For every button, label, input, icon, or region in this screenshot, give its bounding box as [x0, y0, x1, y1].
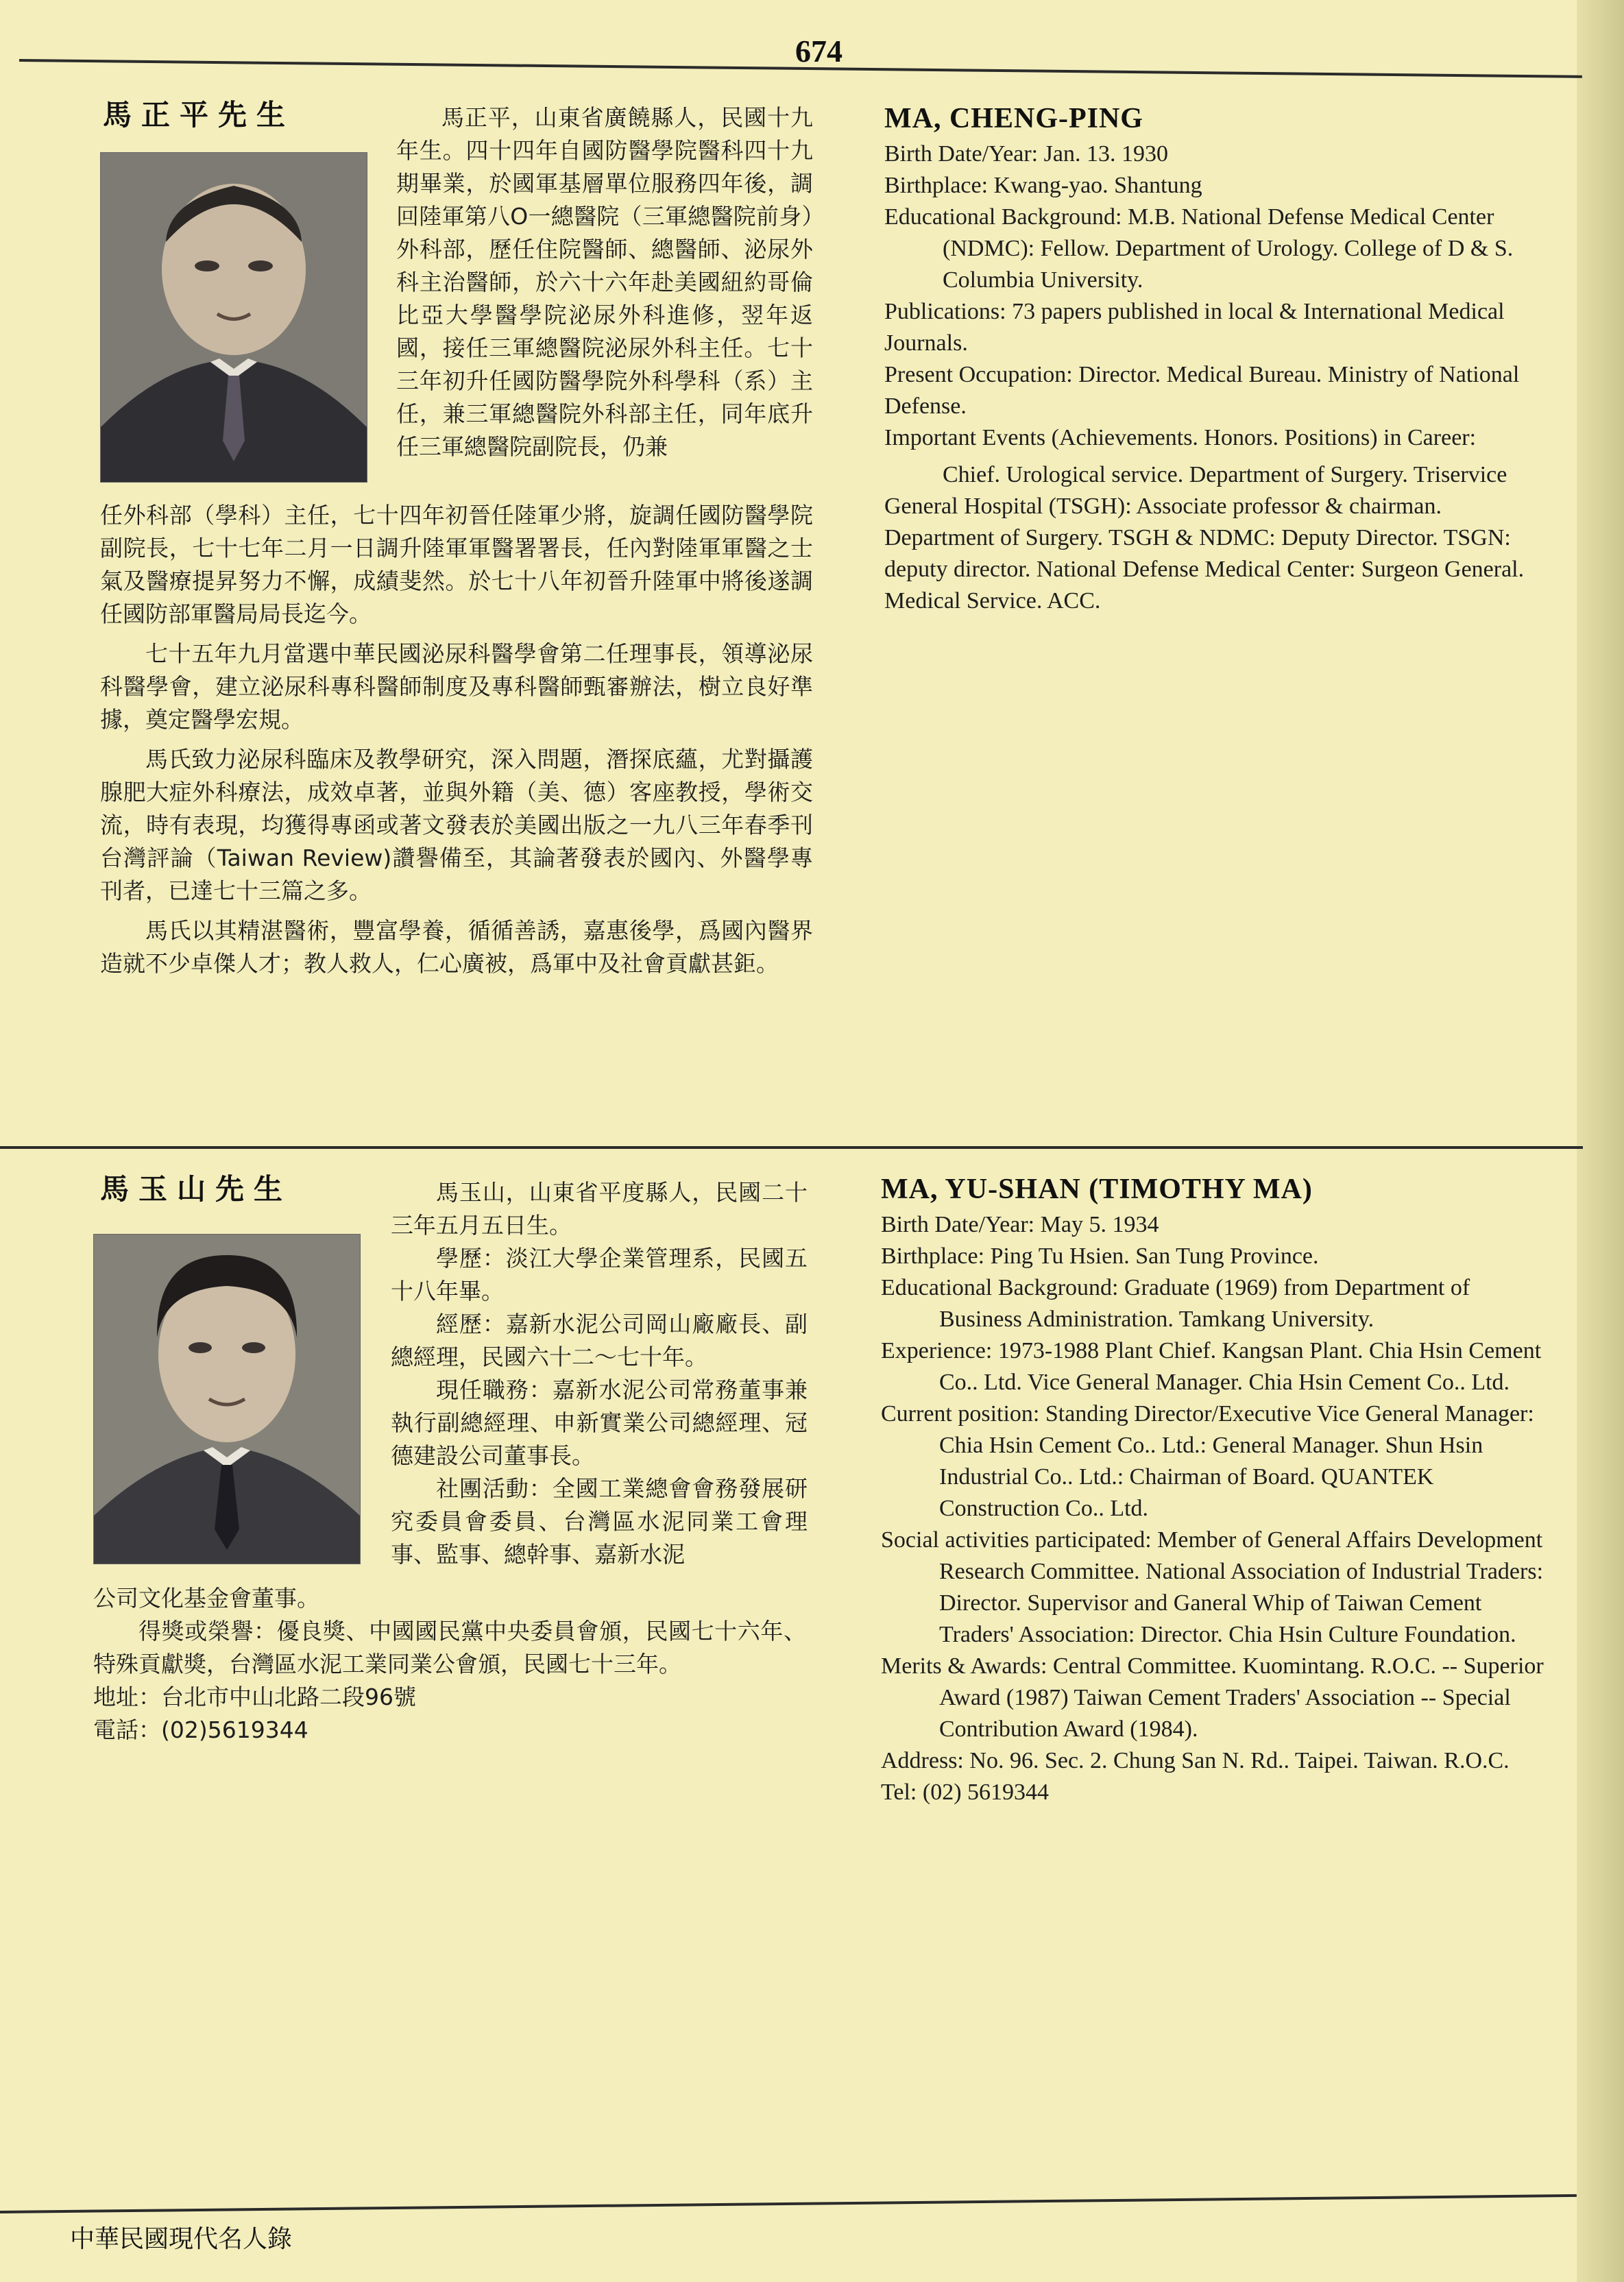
portrait-young-man-suit-icon	[94, 1235, 360, 1564]
entry-2-field-experience: Experience: 1973-1988 Plant Chief. Kangsan Plant. Chia Hsin Cement Co.. Ltd. Vice General Manager. Chia Hsin Cement Co.. Ltd.	[881, 1338, 1542, 1395]
entry-2-field-current-position: Current position: Standing Director/Executive Vice General Manager: Chia Hsin Cement Co.. Ltd.: General Manager. Shun Hsin Industrial Co.. Ltd.: Chairman of Board. QUANTEK Construction Co.. Ltd.	[881, 1401, 1534, 1521]
bottom-rule	[0, 2194, 1577, 2213]
entry-2-english-name: MA, YU-SHAN (TIMOTHY MA)	[881, 1174, 1313, 1205]
entry-1-english-bio	[884, 103, 1553, 617]
page-edge-shadow	[1577, 0, 1624, 2282]
entry-2-chinese-address: 地址：台北市中山北路二段96號	[93, 1684, 416, 1710]
entry-1-chinese-bio	[100, 499, 813, 980]
entry-2-field-social-activities: Social activities participated: Member of General Affairs Development Research Committee. National Association of Industrial Traders: Director. Supervisor and Ganeral Whip of Taiwan Cement Traders' Association: Director. Chia Hsin Culture Foundation.	[881, 1527, 1544, 1647]
entry-1-english-name: MA, CHENG-PING	[884, 103, 1143, 134]
entry-2-english-bio	[881, 1174, 1549, 1808]
entry-2-chinese-current-position: 現任職務：嘉新水泥公司常務董事兼執行副總經理、申新實業公司總經理、冠德建設公司董事長。	[391, 1376, 808, 1469]
entry-2-chinese-tel: 電話：(02)5619344	[93, 1716, 308, 1743]
entry-1-field-birth-date: Birth Date/Year: Jan. 13. 1930	[884, 141, 1168, 167]
page-number: 674	[795, 34, 843, 69]
entry-1-field-important-events: Important Events (Achievements. Honors. Positions) in Career:	[884, 425, 1477, 450]
entry-2-chinese-bio-top	[391, 1176, 808, 1571]
entry-2-field-education: Educational Background: Graduate (1969) from Department of Business Administration. Tamkang University.	[881, 1275, 1470, 1332]
entry-2-chinese-experience: 經歷：嘉新水泥公司岡山廠廠長、副總經理，民國六十二～七十年。	[391, 1311, 808, 1370]
entry-2-chinese-awards: 得獎或榮譽：優良獎、中國國民黨中央委員會頒，民國七十六年、特殊貢獻獎，台灣區水泥工業同業公會頒，民國七十三年。	[93, 1618, 806, 1677]
entry-1-field-occupation: Present Occupation: Director. Medical Bureau. Ministry of National Defense.	[884, 362, 1520, 419]
entry-2-chinese-bio	[93, 1582, 806, 1747]
entry-2-field-birth-date: Birth Date/Year: May 5. 1934	[881, 1212, 1159, 1237]
book-title-footer: 中華民國現代名人錄	[70, 2225, 293, 2253]
entry-2-chinese-paragraph-1: 馬玉山，山東省平度縣人，民國二十三年五月五日生。	[391, 1179, 808, 1239]
portrait-man-suit-icon	[101, 153, 367, 482]
entry-2-field-merits-awards: Merits & Awards: Central Committee. Kuomintang. R.O.C. -- Superior Award (1987) Taiwan Cement Traders' Association -- Special Contribution Award (1984).	[881, 1653, 1544, 1742]
entry-1-career-text: Chief. Urological service. Department of Surgery. Triservice General Hospital (TSGH): Associate professor & chairman. Department of Surgery. TSGH & NDMC: Deputy Director. TSGN: deputy director. National Defense Medical Center: Surgeon General. Medical Service. ACC.	[884, 462, 1525, 614]
entry-1-field-publications: Publications: 73 papers published in local & International Medical Journals.	[884, 299, 1505, 356]
entry-1-field-birthplace: Birthplace: Kwang-yao. Shantung	[884, 173, 1202, 198]
entry-1-chinese-bio-top	[396, 101, 813, 463]
entry-2-field-birthplace: Birthplace: Ping Tu Hsien. San Tung Province.	[881, 1243, 1319, 1269]
entry-1-chinese-paragraph-3: 馬氏致力泌尿科臨床及教學研究，深入問題，潛探底蘊，尤對攝護腺肥大症外科療法，成效卓著，並與外籍（美、德）客座教授，學術交流，時有表現，均獲得專函或著文發表於美國出版之一九八三年春季刊台灣評論（Taiwan Review)讚譽備至，其論著發表於國內、外醫學專刊者，已達七十三篇之多。	[100, 746, 813, 904]
entry-1-chinese-paragraph-4: 馬氏以其精湛醫術，豐富學養，循循善誘，嘉惠後學，爲國內醫界造就不少卓傑人才；教人救人，仁心廣被，爲軍中及社會貢獻甚鉅。	[100, 917, 813, 977]
entry-1-field-education: Educational Background: M.B. National Defense Medical Center (NDMC): Fellow. Department of Urology. College of D & S. Columbia University.	[884, 204, 1514, 293]
entry-2-chinese-social-activities-start: 社團活動：全國工業總會會務發展研究委員會委員、台灣區水泥同業工會理事、監事、總幹事、嘉新水泥	[391, 1475, 808, 1568]
entry-1-portrait-photo	[100, 152, 367, 483]
entry-2-field-tel: Tel: (02) 5619344	[881, 1780, 1050, 1805]
section-divider	[0, 1146, 1583, 1149]
entry-2-chinese-name: 馬玉山先生	[100, 1172, 293, 1206]
entry-1-chinese-name: 馬正平先生	[103, 98, 295, 132]
entry-2-field-address: Address: No. 96. Sec. 2. Chung San N. Rd.. Taipei. Taiwan. R.O.C.	[881, 1748, 1510, 1773]
entry-1-chinese-paragraph-1-start: 馬正平，山東省廣饒縣人，民國十九年生。四十四年自國防醫學院醫科四十九期畢業，於國軍基層單位服務四年後，調回陸軍第八O一總醫院（三軍總醫院前身）外科部，歷任住院醫師、總醫師、泌尿外科主治醫師，於六十六年赴美國紐約哥倫比亞大學醫學院泌尿外科進修，翌年返國，接任三軍總醫院泌尿外科主任。七十三年初升任國防醫學院外科學科（系）主任，兼三軍總醫院外科部主任，同年底升任三軍總醫院副院長，仍兼	[396, 104, 813, 460]
entry-1-chinese-paragraph-2: 七十五年九月當選中華民國泌尿科醫學會第二任理事長，領導泌尿科醫學會，建立泌尿科專科醫師制度及專科醫師甄審辦法，樹立良好準據，奠定醫學宏規。	[100, 640, 813, 733]
entry-2-portrait-photo	[93, 1234, 361, 1564]
entry-2-chinese-education: 學歷：淡江大學企業管理系，民國五十八年畢。	[391, 1245, 808, 1304]
entry-1-chinese-paragraph-1-end: 任外科部（學科）主任，七十四年初晉任陸軍少將，旋調任國防醫學院副院長，七十七年二月一日調升陸軍軍醫署署長，任內對陸軍軍醫之士氣及醫療提昇努力不懈，成績斐然。於七十八年初晉升陸軍中將後遂調任國防部軍醫局局長迄今。	[100, 502, 813, 627]
entry-2-chinese-social-activities-end: 公司文化基金會董事。	[93, 1585, 319, 1612]
